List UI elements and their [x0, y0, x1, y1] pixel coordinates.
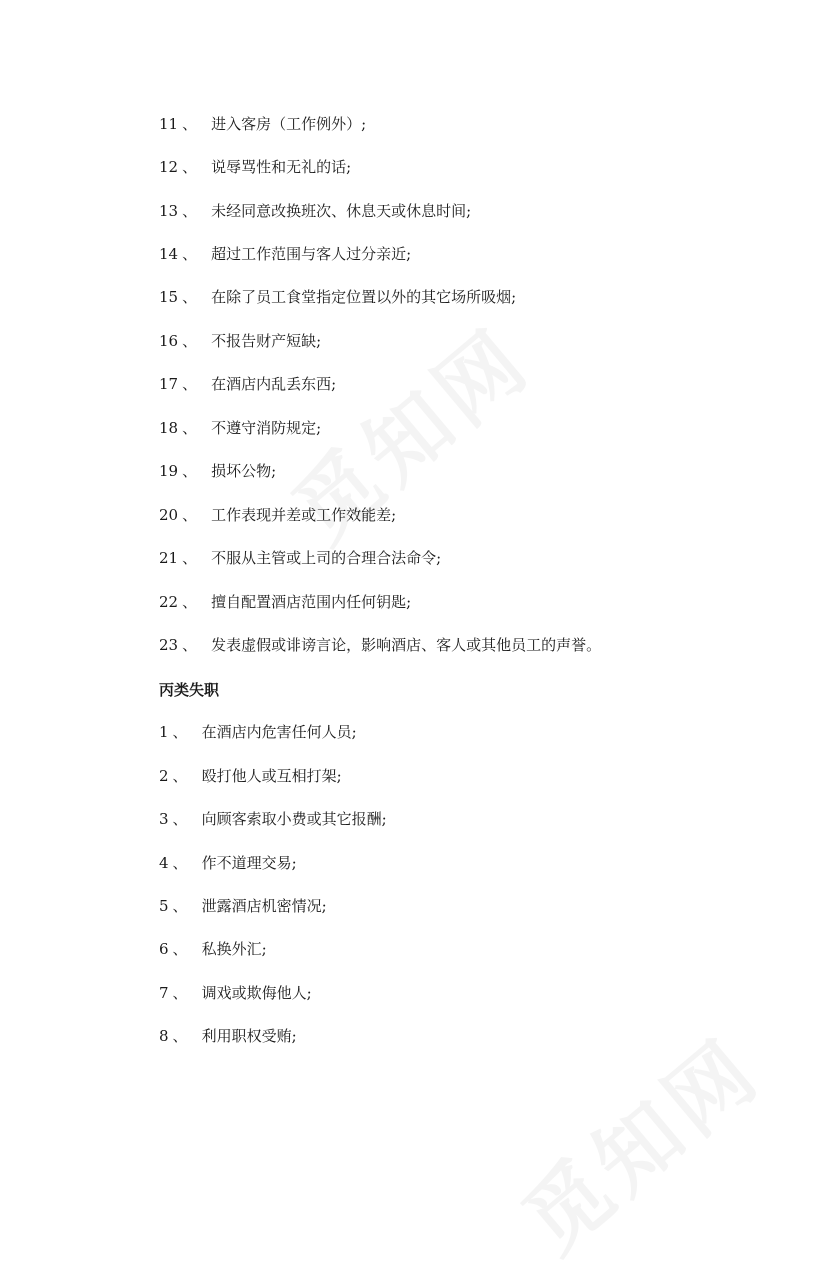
item-text: 在除了员工食堂指定位置以外的其它场所吸烟; [211, 288, 517, 306]
item-text: 在酒店内乱丢东西; [211, 375, 337, 393]
item-text: 不服从主管或上司的合理合法命令; [211, 549, 442, 567]
list-item [159, 720, 357, 744]
watermark [493, 1005, 782, 1275]
item-number: 15 [159, 288, 179, 306]
item-text: 擅自配置酒店范围内任何钥匙; [211, 593, 412, 611]
item-text: 调戏或欺侮他人; [201, 984, 312, 1002]
item-number: 20 [159, 506, 179, 524]
list-item [159, 546, 441, 570]
item-text: 不遵守消防规定; [211, 419, 322, 437]
list-item [159, 329, 321, 353]
item-number: 7 [159, 984, 169, 1002]
item-number: 17 [159, 375, 179, 393]
item-text: 私换外汇; [201, 940, 267, 958]
list-item [159, 155, 351, 179]
list-item [159, 851, 297, 875]
item-number: 21 [159, 549, 179, 567]
item-number: 13 [159, 202, 179, 220]
item-separator: 、 [172, 767, 188, 785]
item-number: 22 [159, 593, 179, 611]
item-text: 不报告财产短缺; [211, 332, 322, 350]
item-number: 3 [159, 810, 169, 828]
item-text: 工作表现并差或工作效能差; [211, 506, 397, 524]
item-text: 损坏公物; [211, 462, 277, 480]
item-text: 未经同意改换班次、休息天或休息时间; [211, 202, 472, 220]
list-item [159, 503, 396, 527]
item-number: 8 [159, 1027, 169, 1045]
item-number: 2 [159, 767, 169, 785]
item-separator: 、 [172, 984, 188, 1002]
item-text: 进入客房（工作例外）; [211, 115, 367, 133]
item-number: 14 [159, 245, 179, 263]
item-number: 12 [159, 158, 179, 176]
item-separator: 、 [182, 375, 198, 393]
list-item [159, 372, 336, 396]
item-text: 利用职权受贿; [201, 1027, 297, 1045]
item-separator: 、 [172, 723, 188, 741]
list-item [159, 590, 411, 614]
list-item [159, 807, 387, 831]
list-item [159, 764, 342, 788]
list-item [159, 937, 267, 961]
item-number: 23 [159, 636, 179, 654]
item-text: 在酒店内危害任何人员; [201, 723, 357, 741]
item-separator: 、 [182, 593, 198, 611]
item-separator: 、 [182, 202, 198, 220]
item-number: 11 [159, 115, 179, 133]
list-item [159, 981, 312, 1005]
item-number: 16 [159, 332, 179, 350]
item-text: 向顾客索取小费或其它报酬; [201, 810, 387, 828]
list-item [159, 416, 321, 440]
item-text: 发表虚假或诽谤言论，影响酒店、客人或其他员工的声誉。 [211, 636, 602, 654]
item-separator: 、 [182, 549, 198, 567]
item-separator: 、 [182, 506, 198, 524]
item-separator: 、 [182, 245, 198, 263]
list-item [159, 112, 366, 136]
list-item [159, 633, 601, 657]
item-separator: 、 [182, 115, 198, 133]
item-number: 4 [159, 854, 169, 872]
list-item [159, 1024, 297, 1048]
item-number: 19 [159, 462, 179, 480]
item-text: 说辱骂性和无礼的话; [211, 158, 352, 176]
list-item [159, 242, 411, 266]
item-number: 5 [159, 897, 169, 915]
item-separator: 、 [172, 854, 188, 872]
item-number: 1 [159, 723, 169, 741]
item-number: 18 [159, 419, 179, 437]
item-separator: 、 [182, 419, 198, 437]
item-text: 泄露酒店机密情况; [201, 897, 327, 915]
item-separator: 、 [172, 897, 188, 915]
list-item [159, 285, 516, 309]
list-item [159, 459, 276, 483]
item-separator: 、 [182, 158, 198, 176]
item-text: 殴打他人或互相打架; [201, 767, 342, 785]
item-separator: 、 [182, 288, 198, 306]
item-separator: 、 [172, 810, 188, 828]
item-number: 6 [159, 940, 169, 958]
item-separator: 、 [182, 462, 198, 480]
item-separator: 、 [182, 332, 198, 350]
item-text: 作不道理交易; [201, 854, 297, 872]
item-text: 超过工作范围与客人过分亲近; [211, 245, 412, 263]
section-heading: 丙类失职 [159, 681, 220, 699]
item-separator: 、 [172, 940, 188, 958]
list-item [159, 894, 327, 918]
item-separator: 、 [182, 636, 198, 654]
list-item [159, 199, 471, 223]
item-separator: 、 [172, 1027, 188, 1045]
